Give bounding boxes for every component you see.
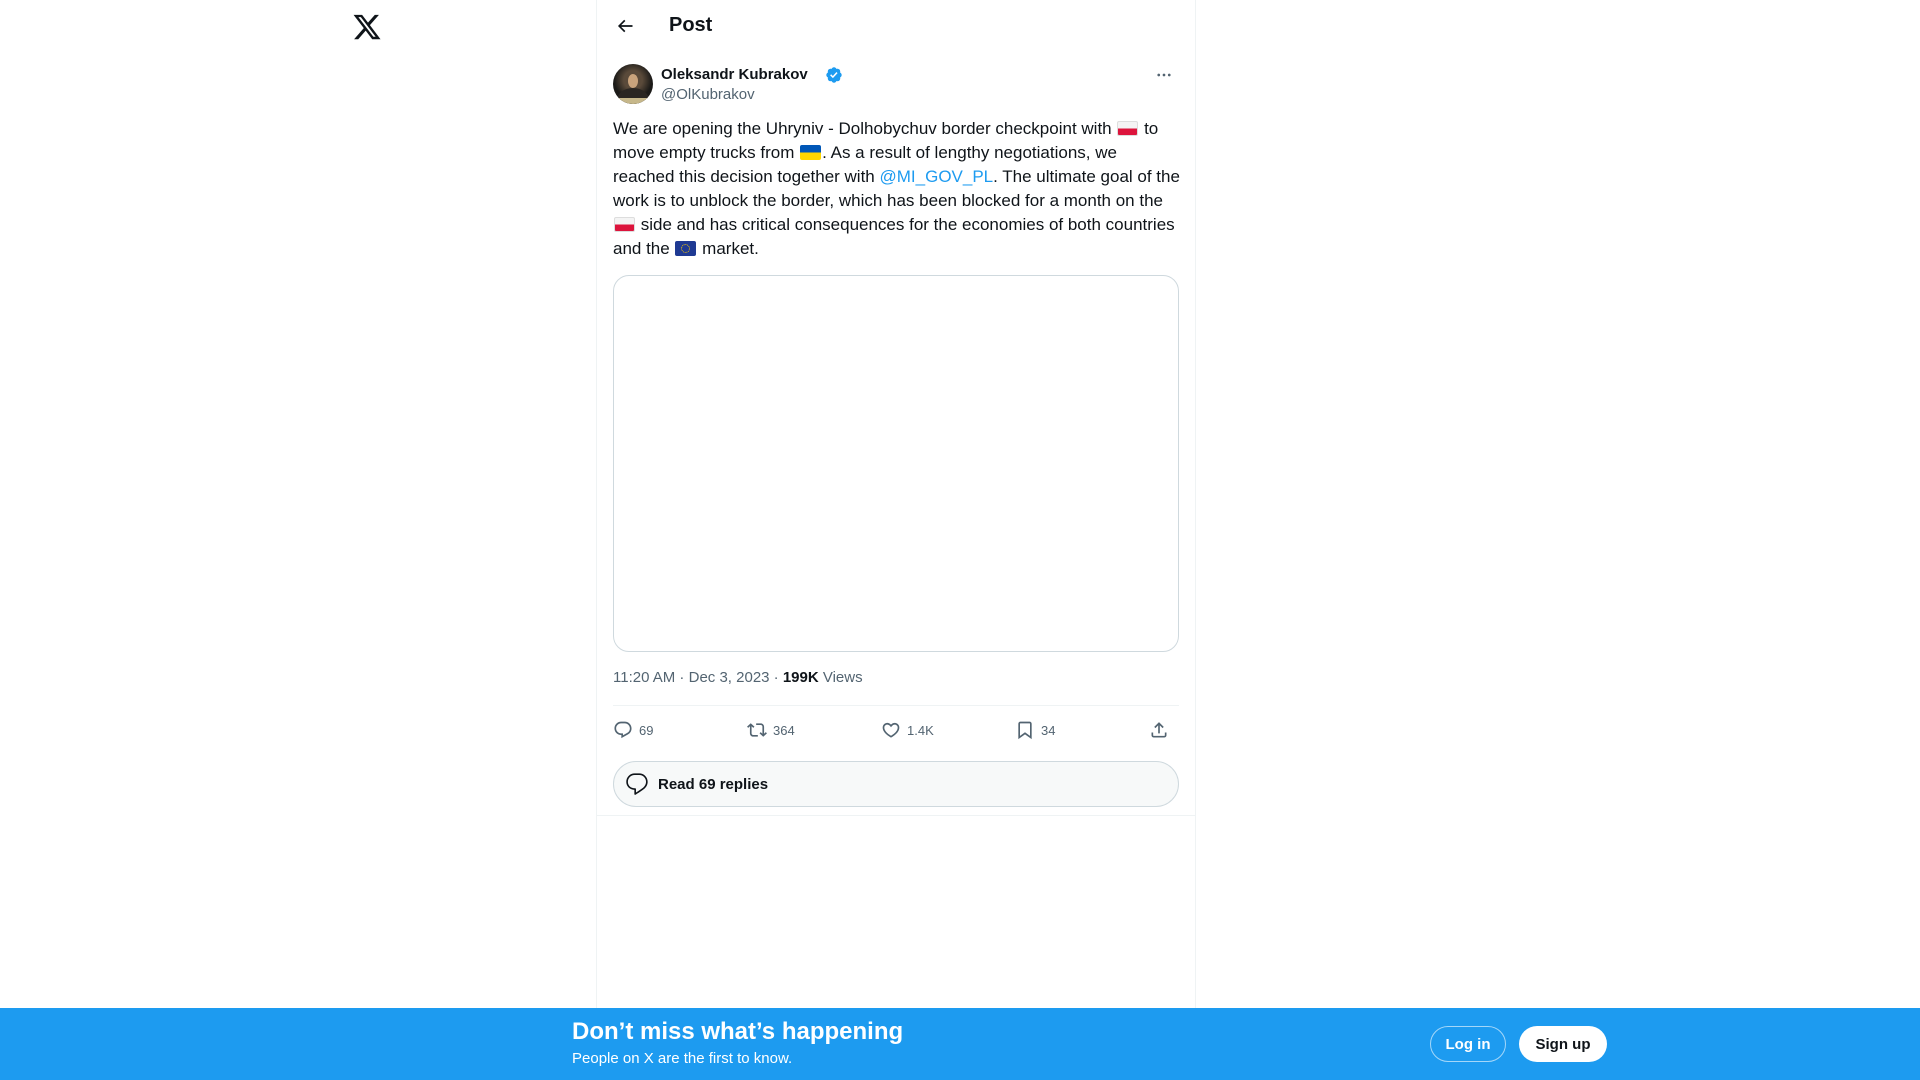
share-button[interactable] [1149, 718, 1169, 742]
banner-title: Don’t miss what’s happening [572, 1018, 904, 1045]
tweet-author [613, 64, 1181, 108]
repost-count: 364 [773, 722, 795, 738]
more-dots-icon [1155, 66, 1173, 84]
mention-link[interactable]: @MI_GOV_PL [879, 167, 994, 186]
meta-separator: · [675, 669, 689, 686]
tweet-time[interactable]: 11:20 AM [613, 669, 676, 686]
ukraine-flag-icon [800, 145, 821, 160]
tweet-meta [613, 669, 863, 686]
back-button[interactable] [607, 8, 643, 44]
repost-button[interactable] [747, 718, 795, 742]
read-replies-button[interactable] [613, 761, 1179, 807]
poland-flag-icon [1117, 121, 1138, 136]
tweet-text [613, 117, 1183, 261]
eu-flag-icon [675, 241, 696, 256]
like-button[interactable] [881, 718, 934, 742]
bookmark-count: 34 [1041, 722, 1056, 738]
bookmark-button[interactable] [1015, 718, 1055, 742]
tweet-text-segment: We are opening the Uhryniv - Dolhobychuv border checkpoint with [613, 119, 1117, 138]
author-name[interactable]: Oleksandr Kubrakov [661, 66, 808, 83]
poland-flag-icon [614, 217, 635, 232]
primary-column [596, 0, 1196, 1080]
views-label: Views [818, 669, 863, 686]
tweet-text-segment: . As a result of lengthy negotiations, we reached this decision together with [613, 143, 1117, 186]
signup-button[interactable]: Sign up [1519, 1026, 1607, 1062]
more-options-button[interactable] [1147, 64, 1181, 86]
tweet-text-segment: . The ultimate goal of the work is to unblock the border, which has been blocked for a month on the [613, 167, 1180, 210]
reply-button[interactable] [613, 718, 653, 742]
views-count: 199K [782, 669, 819, 686]
like-count: 1.4K [907, 722, 934, 738]
reply-count: 69 [639, 722, 654, 738]
repost-icon [747, 720, 767, 740]
x-logo-icon[interactable] [352, 12, 382, 42]
top-bar [597, 0, 1195, 53]
banner-subtitle: People on X are the first to know. [572, 1050, 793, 1067]
tweet-text-segment: market. [697, 239, 759, 258]
action-bar [613, 705, 1179, 753]
page-title: Post [669, 14, 713, 36]
tweet-text-segment: to move empty trucks from [613, 119, 1159, 162]
avatar[interactable] [613, 64, 653, 104]
signup-banner [0, 1008, 1920, 1080]
meta-separator: · [769, 669, 783, 686]
bookmark-icon [1015, 720, 1035, 740]
heart-icon [881, 720, 901, 740]
media-container[interactable] [613, 275, 1179, 652]
divider [597, 815, 1195, 816]
speech-bubbles-icon [624, 771, 650, 797]
reply-icon [613, 720, 633, 740]
author-handle[interactable]: @OlKubrakov [661, 86, 755, 103]
arrow-left-icon [615, 16, 635, 36]
tweet-date[interactable]: Dec 3, 2023 [688, 669, 770, 686]
share-icon [1149, 720, 1169, 740]
tweet-text-segment: side and has critical consequences for the economies of both countries and the [613, 215, 1175, 258]
read-replies-label: Read 69 replies [658, 775, 769, 793]
verified-badge-icon[interactable] [825, 66, 843, 84]
login-button[interactable]: Log in [1430, 1026, 1506, 1062]
